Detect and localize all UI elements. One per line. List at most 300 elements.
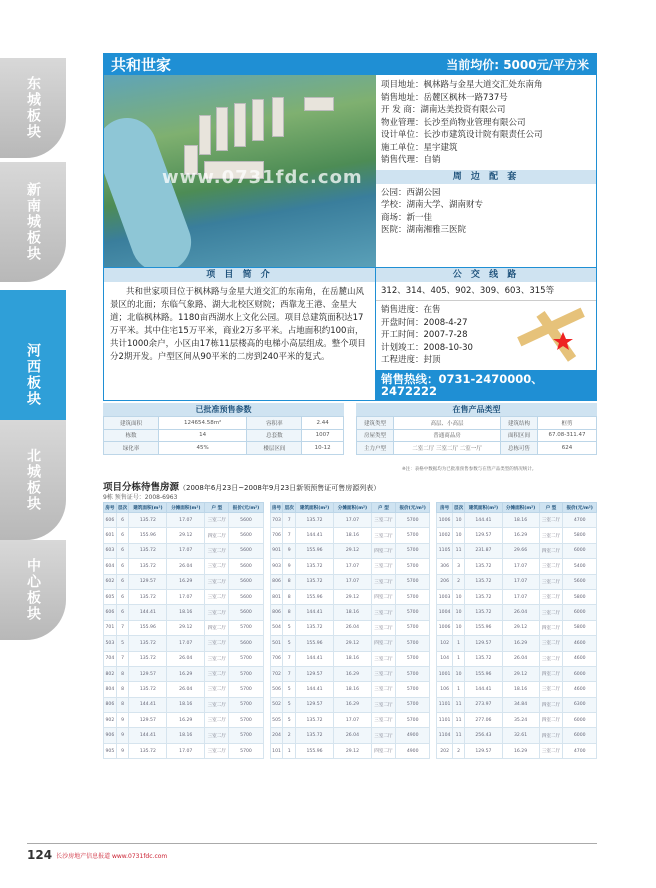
table-cell: 144.41 <box>465 682 502 697</box>
listing-table <box>436 502 597 759</box>
table-cell: 四室二厅 <box>539 697 563 712</box>
table-cell: 2 <box>283 728 296 743</box>
column-header: 报价(元/m²) <box>396 503 430 513</box>
table-cell: 5700 <box>396 620 430 635</box>
table-cell: 1104 <box>437 728 453 743</box>
table-cell: 四室二厅 <box>539 713 563 728</box>
table-cell: 26.04 <box>333 728 371 743</box>
table-cell: 702 <box>270 666 283 681</box>
table-cell: 29.12 <box>502 666 539 681</box>
table-cell: 135.72 <box>129 589 167 604</box>
product-types <box>356 403 597 455</box>
project-photo <box>104 75 376 267</box>
intro-heading: 项 目 简 介 <box>104 268 375 282</box>
table-cell: 11 <box>452 697 464 712</box>
table-cell: 三室二厅 <box>205 666 229 681</box>
table-row <box>270 620 430 635</box>
table-cell: 602 <box>104 574 117 589</box>
project-title: 共和世家 <box>111 55 172 74</box>
table-cell: 17.07 <box>167 543 205 558</box>
table-cell: 1105 <box>437 543 453 558</box>
table-cell: 5700 <box>229 620 263 635</box>
intro-block <box>104 268 376 400</box>
table-cell: 16.29 <box>502 743 539 758</box>
project-header <box>103 53 597 75</box>
table-cell: 5600 <box>229 589 263 604</box>
table-cell: 806 <box>270 605 283 620</box>
building-shape <box>252 99 264 141</box>
table-cell: 231.87 <box>465 543 502 558</box>
table-row <box>104 666 264 681</box>
progress-finish: 计划竣工：2008-10-30 <box>381 342 473 353</box>
table-cell: 5700 <box>396 513 430 528</box>
table-cell: 129.57 <box>129 713 167 728</box>
table-cell: 606 <box>104 513 117 528</box>
table-row <box>104 743 264 758</box>
table-cell: 8 <box>283 589 296 604</box>
table-cell: 三室二厅 <box>205 636 229 651</box>
table-row <box>437 543 597 558</box>
table-cell: 5700 <box>229 697 263 712</box>
surround-park: 公园：西湖公园 <box>381 187 441 198</box>
table-cell: 8 <box>283 605 296 620</box>
table-cell: 5700 <box>396 559 430 574</box>
table-cell: 202 <box>437 743 453 758</box>
table-cell: 4600 <box>563 682 597 697</box>
table-cell: 1101 <box>437 697 453 712</box>
table-row <box>437 589 597 604</box>
table-cell: 10 <box>452 589 464 604</box>
table-cell: 6 <box>116 589 129 604</box>
table-cell: 6 <box>116 528 129 543</box>
table-cell: 129.57 <box>465 743 502 758</box>
tab-xinnancheng[interactable]: 新南城板块 <box>0 162 66 282</box>
column-header: 层次 <box>116 503 129 513</box>
table-row: 建筑面积 124654.58m² 容积率 2.44 <box>104 417 344 430</box>
column-header: 户 型 <box>371 503 395 513</box>
column-header: 房号 <box>437 503 453 513</box>
column-header: 房号 <box>270 503 283 513</box>
table-cell: 9 <box>116 743 129 758</box>
table-cell: 18.16 <box>333 605 371 620</box>
table-cell: 5800 <box>563 589 597 604</box>
presale-params-title: 已批准预售参数 <box>103 403 344 416</box>
table-cell: 9 <box>116 713 129 728</box>
table-cell: 5700 <box>396 589 430 604</box>
table-cell: 1101 <box>437 713 453 728</box>
table-cell: 6000 <box>563 713 597 728</box>
table-cell: 155.96 <box>296 589 334 604</box>
table-cell: 144.41 <box>296 651 334 666</box>
table-cell: 906 <box>104 728 117 743</box>
table-cell: 四室二厅 <box>371 636 395 651</box>
table-cell: 三室二厅 <box>371 651 395 666</box>
tab-zhongxin[interactable]: 中心板块 <box>0 540 66 640</box>
table-cell: 5600 <box>563 574 597 589</box>
table-cell: 三室二厅 <box>539 743 563 758</box>
table-cell: 6000 <box>563 605 597 620</box>
table-cell: 504 <box>270 620 283 635</box>
table-cell: 29.12 <box>502 620 539 635</box>
table-cell: 129.57 <box>465 636 502 651</box>
top-section <box>103 75 597 268</box>
table-cell: 三室二厅 <box>539 559 563 574</box>
table-cell: 1 <box>452 682 464 697</box>
table-cell: 7 <box>283 513 296 528</box>
listing-title: 项目分栋待售房源（2008年6月23日~2008年9月23日新领预售证可售房源列表） <box>103 482 381 493</box>
table-cell: 144.41 <box>465 513 502 528</box>
table-cell: 5700 <box>229 728 263 743</box>
table-cell: 5 <box>283 636 296 651</box>
table-cell: 4600 <box>563 651 597 666</box>
table-row <box>437 605 597 620</box>
table-row <box>104 543 264 558</box>
table-row <box>437 743 597 758</box>
table-cell: 129.57 <box>129 666 167 681</box>
lower-section <box>103 268 597 401</box>
table-cell: 101 <box>270 743 283 758</box>
table-row <box>104 713 264 728</box>
listing-grid <box>103 502 597 759</box>
column-header: 建筑面积(m²) <box>465 503 502 513</box>
column-header: 分摊面积(m²) <box>333 503 371 513</box>
table-cell: 26.04 <box>167 682 205 697</box>
table-cell: 5700 <box>396 636 430 651</box>
table-cell: 26.04 <box>167 559 205 574</box>
bus-heading: 公 交 线 路 <box>376 268 596 282</box>
table-cell: 4700 <box>563 513 597 528</box>
table-cell: 9 <box>283 559 296 574</box>
table-cell: 155.96 <box>296 636 334 651</box>
table-cell: 505 <box>270 713 283 728</box>
table-cell: 29.12 <box>167 620 205 635</box>
table-row <box>270 697 430 712</box>
table-cell: 17.07 <box>333 574 371 589</box>
table-row <box>104 605 264 620</box>
project-info <box>376 75 596 267</box>
column-header: 报价(元/m²) <box>563 503 597 513</box>
table-row: 栋数 14 总套数 1007 <box>104 429 344 442</box>
table-cell: 1004 <box>437 605 453 620</box>
table-cell: 135.72 <box>465 574 502 589</box>
table-cell: 135.72 <box>129 513 167 528</box>
table-cell: 135.72 <box>129 543 167 558</box>
table-cell: 144.41 <box>129 697 167 712</box>
table-cell: 155.96 <box>129 620 167 635</box>
table-cell: 三室二厅 <box>205 605 229 620</box>
table-cell: 四室二厅 <box>205 620 229 635</box>
table-cell: 3 <box>452 559 464 574</box>
table-cell: 11 <box>452 713 464 728</box>
table-cell: 604 <box>104 559 117 574</box>
table-cell: 5 <box>283 682 296 697</box>
table-cell: 277.06 <box>465 713 502 728</box>
table-cell: 704 <box>104 651 117 666</box>
table-cell: 三室二厅 <box>539 528 563 543</box>
table-cell: 706 <box>270 651 283 666</box>
table-cell: 三室二厅 <box>539 513 563 528</box>
table-cell: 135.72 <box>465 605 502 620</box>
table-cell: 8 <box>116 666 129 681</box>
building-shape <box>199 115 211 155</box>
table-row <box>437 697 597 712</box>
river-shape <box>104 110 200 267</box>
table-row <box>104 528 264 543</box>
progress-construction: 工程进度：封顶 <box>381 355 441 365</box>
table-cell: 11 <box>452 543 464 558</box>
sales-progress <box>376 301 596 370</box>
table-cell: 三室二厅 <box>205 543 229 558</box>
table-cell: 18.16 <box>167 697 205 712</box>
table-cell: 5700 <box>229 666 263 681</box>
table-cell: 5 <box>283 713 296 728</box>
table-cell: 16.29 <box>167 666 205 681</box>
table-row <box>104 559 264 574</box>
listing-subtitle: 9栋 预售证号：2008-6963 <box>103 494 178 501</box>
params-section <box>103 403 597 455</box>
table-cell: 29.12 <box>333 743 371 758</box>
table-cell: 三室二厅 <box>371 605 395 620</box>
table-cell: 5700 <box>396 574 430 589</box>
table-cell: 902 <box>104 713 117 728</box>
table-cell: 18.16 <box>333 651 371 666</box>
table-cell: 9 <box>116 728 129 743</box>
table-cell: 三室二厅 <box>205 697 229 712</box>
table-cell: 18.16 <box>167 728 205 743</box>
table-cell: 16.29 <box>167 713 205 728</box>
table-cell: 135.72 <box>296 728 334 743</box>
building-shape <box>216 107 228 151</box>
table-cell: 16.29 <box>333 666 371 681</box>
table-cell: 155.96 <box>296 743 334 758</box>
table-cell: 三室二厅 <box>205 728 229 743</box>
building-shape <box>234 103 246 147</box>
table-cell: 5 <box>283 697 296 712</box>
table-cell: 三室二厅 <box>371 513 395 528</box>
table-cell: 11 <box>452 728 464 743</box>
listing-table <box>103 502 264 759</box>
surround-hospital: 医院：湖南湘雅三医院 <box>381 225 467 235</box>
column-header: 户 型 <box>539 503 563 513</box>
table-cell: 905 <box>104 743 117 758</box>
table-cell: 26.04 <box>333 620 371 635</box>
table-cell: 17.07 <box>333 713 371 728</box>
column-header: 建筑面积(m²) <box>129 503 167 513</box>
column-header: 分摊面积(m²) <box>502 503 539 513</box>
table-cell: 1 <box>283 743 296 758</box>
table-row <box>104 682 264 697</box>
table-cell: 32.61 <box>502 728 539 743</box>
table-cell: 204 <box>270 728 283 743</box>
info-property-mgmt: 物业管理：长沙至尚物业管理有限公司 <box>381 117 526 128</box>
table-cell: 135.72 <box>465 589 502 604</box>
table-row <box>270 682 430 697</box>
table-row <box>270 589 430 604</box>
table-cell: 5800 <box>563 620 597 635</box>
table-row <box>270 651 430 666</box>
table-row <box>104 589 264 604</box>
table-cell: 155.96 <box>465 666 502 681</box>
table-cell: 17.07 <box>502 589 539 604</box>
table-row <box>270 743 430 758</box>
table-cell: 三室二厅 <box>371 559 395 574</box>
table-cell: 8 <box>116 682 129 697</box>
page-number: 124 <box>27 848 53 862</box>
table-cell: 三室二厅 <box>371 528 395 543</box>
table-cell: 三室二厅 <box>539 605 563 620</box>
table-cell: 701 <box>104 620 117 635</box>
table-cell: 29.12 <box>333 636 371 651</box>
table-cell: 135.72 <box>129 651 167 666</box>
table-cell: 135.72 <box>296 620 334 635</box>
table-cell: 4900 <box>396 743 430 758</box>
surround-mall: 商场：新一佳 <box>381 212 433 223</box>
table-cell: 503 <box>104 636 117 651</box>
table-row: 建筑类型 高层、小高层 建筑结构 框剪 <box>357 417 597 430</box>
table-row: 房屋类型 普通商品房 面积区间 67.08-311.47 <box>357 429 597 442</box>
table-cell: 5700 <box>229 713 263 728</box>
column-header: 报价(元/m²) <box>229 503 263 513</box>
table-cell: 306 <box>437 559 453 574</box>
tab-hexi[interactable]: 河西板块 <box>0 290 66 460</box>
table-cell: 9 <box>283 543 296 558</box>
table-row <box>270 528 430 543</box>
table-row <box>437 682 597 697</box>
table-cell: 6 <box>116 543 129 558</box>
table-cell: 2 <box>452 574 464 589</box>
table-cell: 806 <box>104 697 117 712</box>
table-cell: 17.07 <box>502 559 539 574</box>
table-cell: 三室二厅 <box>371 713 395 728</box>
table-cell: 5700 <box>396 682 430 697</box>
table-cell: 1 <box>452 651 464 666</box>
table-cell: 129.57 <box>296 697 334 712</box>
table-cell: 5700 <box>396 697 430 712</box>
table-row <box>270 513 430 528</box>
column-header: 房号 <box>104 503 117 513</box>
column-header: 层次 <box>283 503 296 513</box>
table-cell: 三室二厅 <box>539 636 563 651</box>
info-developer: 开 发 商：湖南达美投资有限公司 <box>381 105 506 115</box>
table-row <box>270 543 430 558</box>
table-cell: 135.72 <box>296 713 334 728</box>
presale-params <box>103 403 344 455</box>
table-row <box>104 728 264 743</box>
table-cell: 603 <box>104 543 117 558</box>
table-cell: 135.72 <box>129 682 167 697</box>
info-address: 项目地址：枫林路与金星大道交汇处东南角 <box>381 80 543 90</box>
table-row <box>270 574 430 589</box>
table-cell: 17.07 <box>333 513 371 528</box>
table-row <box>437 666 597 681</box>
product-types-title: 在售产品类型 <box>356 403 597 416</box>
table-cell: 10 <box>452 528 464 543</box>
table-cell: 三室二厅 <box>539 589 563 604</box>
table-row <box>437 574 597 589</box>
table-row <box>270 605 430 620</box>
table-cell: 29.12 <box>333 589 371 604</box>
bus-lines: 312、314、405、902、309、603、315等 <box>376 282 596 301</box>
table-cell: 903 <box>270 559 283 574</box>
table-cell: 5400 <box>563 559 597 574</box>
table-cell: 26.04 <box>502 605 539 620</box>
table-cell: 806 <box>270 574 283 589</box>
table-cell: 5600 <box>229 559 263 574</box>
table-cell: 129.57 <box>296 666 334 681</box>
average-price: 当前均价: 5000元/平方米 <box>446 57 589 72</box>
table-cell: 5700 <box>396 543 430 558</box>
table-cell: 135.72 <box>296 513 334 528</box>
column-header: 层次 <box>452 503 464 513</box>
table-cell: 144.41 <box>129 728 167 743</box>
table-cell: 104 <box>437 651 453 666</box>
table-cell: 三室二厅 <box>539 574 563 589</box>
table-cell: 135.72 <box>129 559 167 574</box>
table-cell: 四室二厅 <box>539 620 563 635</box>
table-cell: 四室二厅 <box>371 589 395 604</box>
table-cell: 1006 <box>437 513 453 528</box>
project-panel <box>103 53 597 401</box>
table-cell: 506 <box>270 682 283 697</box>
table-cell: 5600 <box>229 528 263 543</box>
table-cell: 16.29 <box>333 697 371 712</box>
table-row <box>104 651 264 666</box>
table-cell: 5700 <box>396 666 430 681</box>
table-row <box>437 713 597 728</box>
table-cell: 135.72 <box>296 574 334 589</box>
table-cell: 5700 <box>396 713 430 728</box>
progress-start: 开工时间：2007-7-28 <box>381 330 468 340</box>
table-cell: 606 <box>104 605 117 620</box>
table-cell: 三室二厅 <box>205 743 229 758</box>
column-header: 分摊面积(m²) <box>167 503 205 513</box>
column-header: 建筑面积(m²) <box>296 503 334 513</box>
tab-dongcheng[interactable]: 东城板块 <box>0 58 66 158</box>
table-cell: 706 <box>270 528 283 543</box>
table-cell: 1 <box>452 636 464 651</box>
table-cell: 17.07 <box>167 743 205 758</box>
table-cell: 7 <box>283 528 296 543</box>
table-cell: 129.57 <box>465 528 502 543</box>
table-cell: 5 <box>116 636 129 651</box>
table-row <box>270 728 430 743</box>
table-cell: 802 <box>104 666 117 681</box>
table-cell: 17.07 <box>167 589 205 604</box>
table-row <box>270 636 430 651</box>
progress-open: 开盘时间：2008-4-27 <box>381 317 468 328</box>
table-note: ※注：表格中数据均为已批准预售参数与在售产品类型的情况统计。 <box>402 467 537 472</box>
table-cell: 5700 <box>229 743 263 758</box>
table-cell: 2 <box>452 743 464 758</box>
table-row <box>437 513 597 528</box>
table-cell: 26.04 <box>502 651 539 666</box>
info-designer: 设计单位：长沙市建筑设计院有限责任公司 <box>381 130 543 140</box>
table-cell: 34.84 <box>502 697 539 712</box>
table-cell: 8 <box>283 574 296 589</box>
table-cell: 18.16 <box>167 605 205 620</box>
table-row <box>437 528 597 543</box>
table-cell: 129.57 <box>129 574 167 589</box>
table-cell: 三室二厅 <box>371 728 395 743</box>
table-cell: 26.04 <box>167 651 205 666</box>
table-row <box>104 620 264 635</box>
table-cell: 106 <box>437 682 453 697</box>
table-cell: 四室二厅 <box>371 543 395 558</box>
table-cell: 三室二厅 <box>205 589 229 604</box>
sidebar <box>0 0 66 888</box>
surround-school: 学校：湖南大学、湖南财专 <box>381 200 484 210</box>
tab-beicheng[interactable]: 北城板块 <box>0 420 66 540</box>
